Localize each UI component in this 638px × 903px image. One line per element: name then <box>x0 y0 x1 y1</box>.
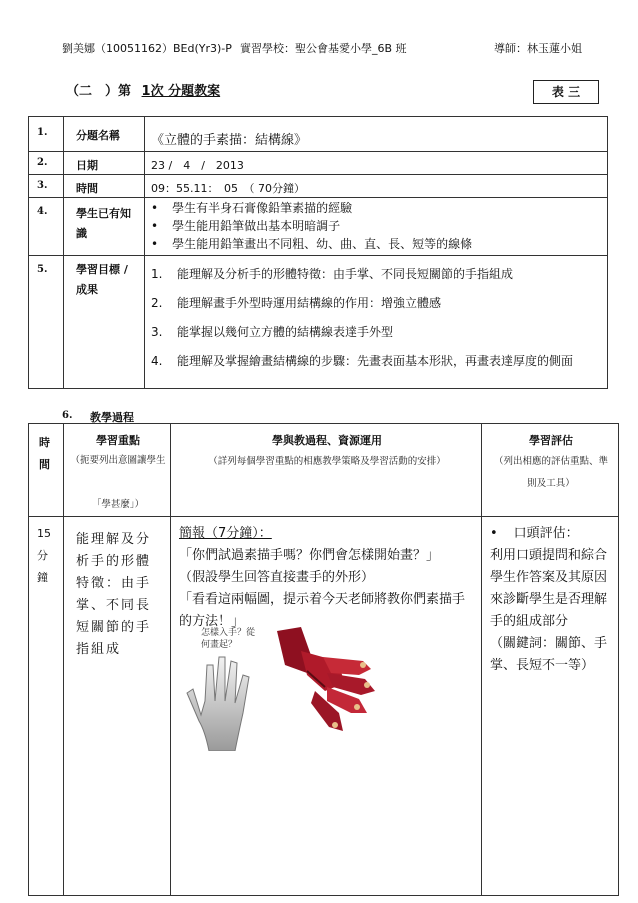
table-tag: 表 三 <box>533 80 599 104</box>
prompt-line-2: （假設學生回答直接畫手的外形） <box>179 570 375 585</box>
student-info: 劉美娜（10051162）BEd(Yr3)-P <box>62 42 232 55</box>
objective-item: 1. 能理解及分析手的形體特徵：由手掌、不同長短關節的手指組成 <box>151 267 514 281</box>
objective-item: 3. 能掌握以幾何立方體的結構線表達手外型 <box>151 325 394 339</box>
list-item: • 學生能用鉛筆畫出不同粗、幼、曲、直、長、短等的線條 <box>151 237 473 251</box>
col-note-eval: （列出相應的評估重點、準則及工具） <box>494 456 609 489</box>
lesson-title-prefix: （二 ）第 <box>66 84 132 99</box>
school-info: 實習學校：聖公會基愛小學_6B 班 <box>240 42 407 55</box>
lesson-title-number: 1次 分題教案 <box>141 84 221 99</box>
col-header-focus: 學習重點 <box>96 434 140 447</box>
col-header-process: 學與教過程、資源運用 <box>272 434 382 447</box>
row-label: 分題名稱 <box>76 129 120 142</box>
col-header-eval: 學習評估 <box>529 434 573 447</box>
list-item: • 學生能用鉛筆做出基本明暗調子 <box>151 219 341 233</box>
objective-item: 4. 能理解及掌握繪畫結構線的步驟：先畫表面基本形狀，再畫表達厚度的側面 <box>151 354 574 368</box>
row-label: 學習目標 / 成果 <box>76 263 128 296</box>
row-label: 日期 <box>76 159 98 172</box>
row-focus: 能理解及分析手的形體特徵：由手掌、不同長短關節的手指組成 <box>76 532 152 657</box>
image-caption: 怎樣入手？從何畫起？ <box>201 628 256 650</box>
list-item: • 學生有半身石膏像鉛筆素描的經驗 <box>151 201 353 215</box>
row-label: 時間 <box>76 182 98 195</box>
time-value: 09：55.11： 05 （ 70分鐘） <box>151 182 305 195</box>
row-no: 2. <box>37 157 48 168</box>
prompt-line-3: 「看看這兩幅圖，提示着今天老師將教你們素描手的方法！」 <box>179 592 466 629</box>
row-label: 學生已有知識 <box>76 207 131 240</box>
eval-text: 利用口頭提問和綜合學生作答案及其原因來診斷學生是否理解手的組成部分 <box>490 548 608 629</box>
eval-keywords: （關鍵詞：關節、手掌、長短不一等） <box>490 636 608 673</box>
col-note-focus: （扼要列出意圖讓學生 <box>70 455 166 466</box>
hand-sketch-image <box>179 625 265 753</box>
col-note-focus-2: 「學甚麼」） <box>91 499 145 510</box>
topic-name: 《立體的手素描：結構線》 <box>151 133 308 148</box>
objective-item: 2. 能理解畫手外型時運用結構線的作用：增強立體感 <box>151 296 442 310</box>
prompt-line-1: 「你們試過素描手嗎？你們會怎樣開始畫？」 <box>179 548 440 563</box>
col-header-time: 時間 <box>39 436 50 471</box>
robot-hand-image <box>267 621 385 745</box>
row-no: 3. <box>37 180 48 191</box>
section-title: 教學過程 <box>90 411 134 424</box>
col-note-process: （詳列每個學習重點的相應教學策略及學習活動的安排） <box>208 456 446 467</box>
section-number: 6. <box>62 410 73 421</box>
row-no: 5. <box>37 264 48 275</box>
row-no: 1. <box>37 127 48 138</box>
mentor-info: 導師：林玉蓮小姐 <box>494 42 582 55</box>
row-time: 15分鐘 <box>37 527 51 584</box>
brief-label: 簡報（7分鐘）： <box>179 526 272 541</box>
date-value: 23 / 4 / 2013 <box>151 159 244 172</box>
row-no: 4. <box>37 206 48 217</box>
eval-title: • 口頭評估： <box>490 526 579 541</box>
lesson-title <box>66 80 220 99</box>
